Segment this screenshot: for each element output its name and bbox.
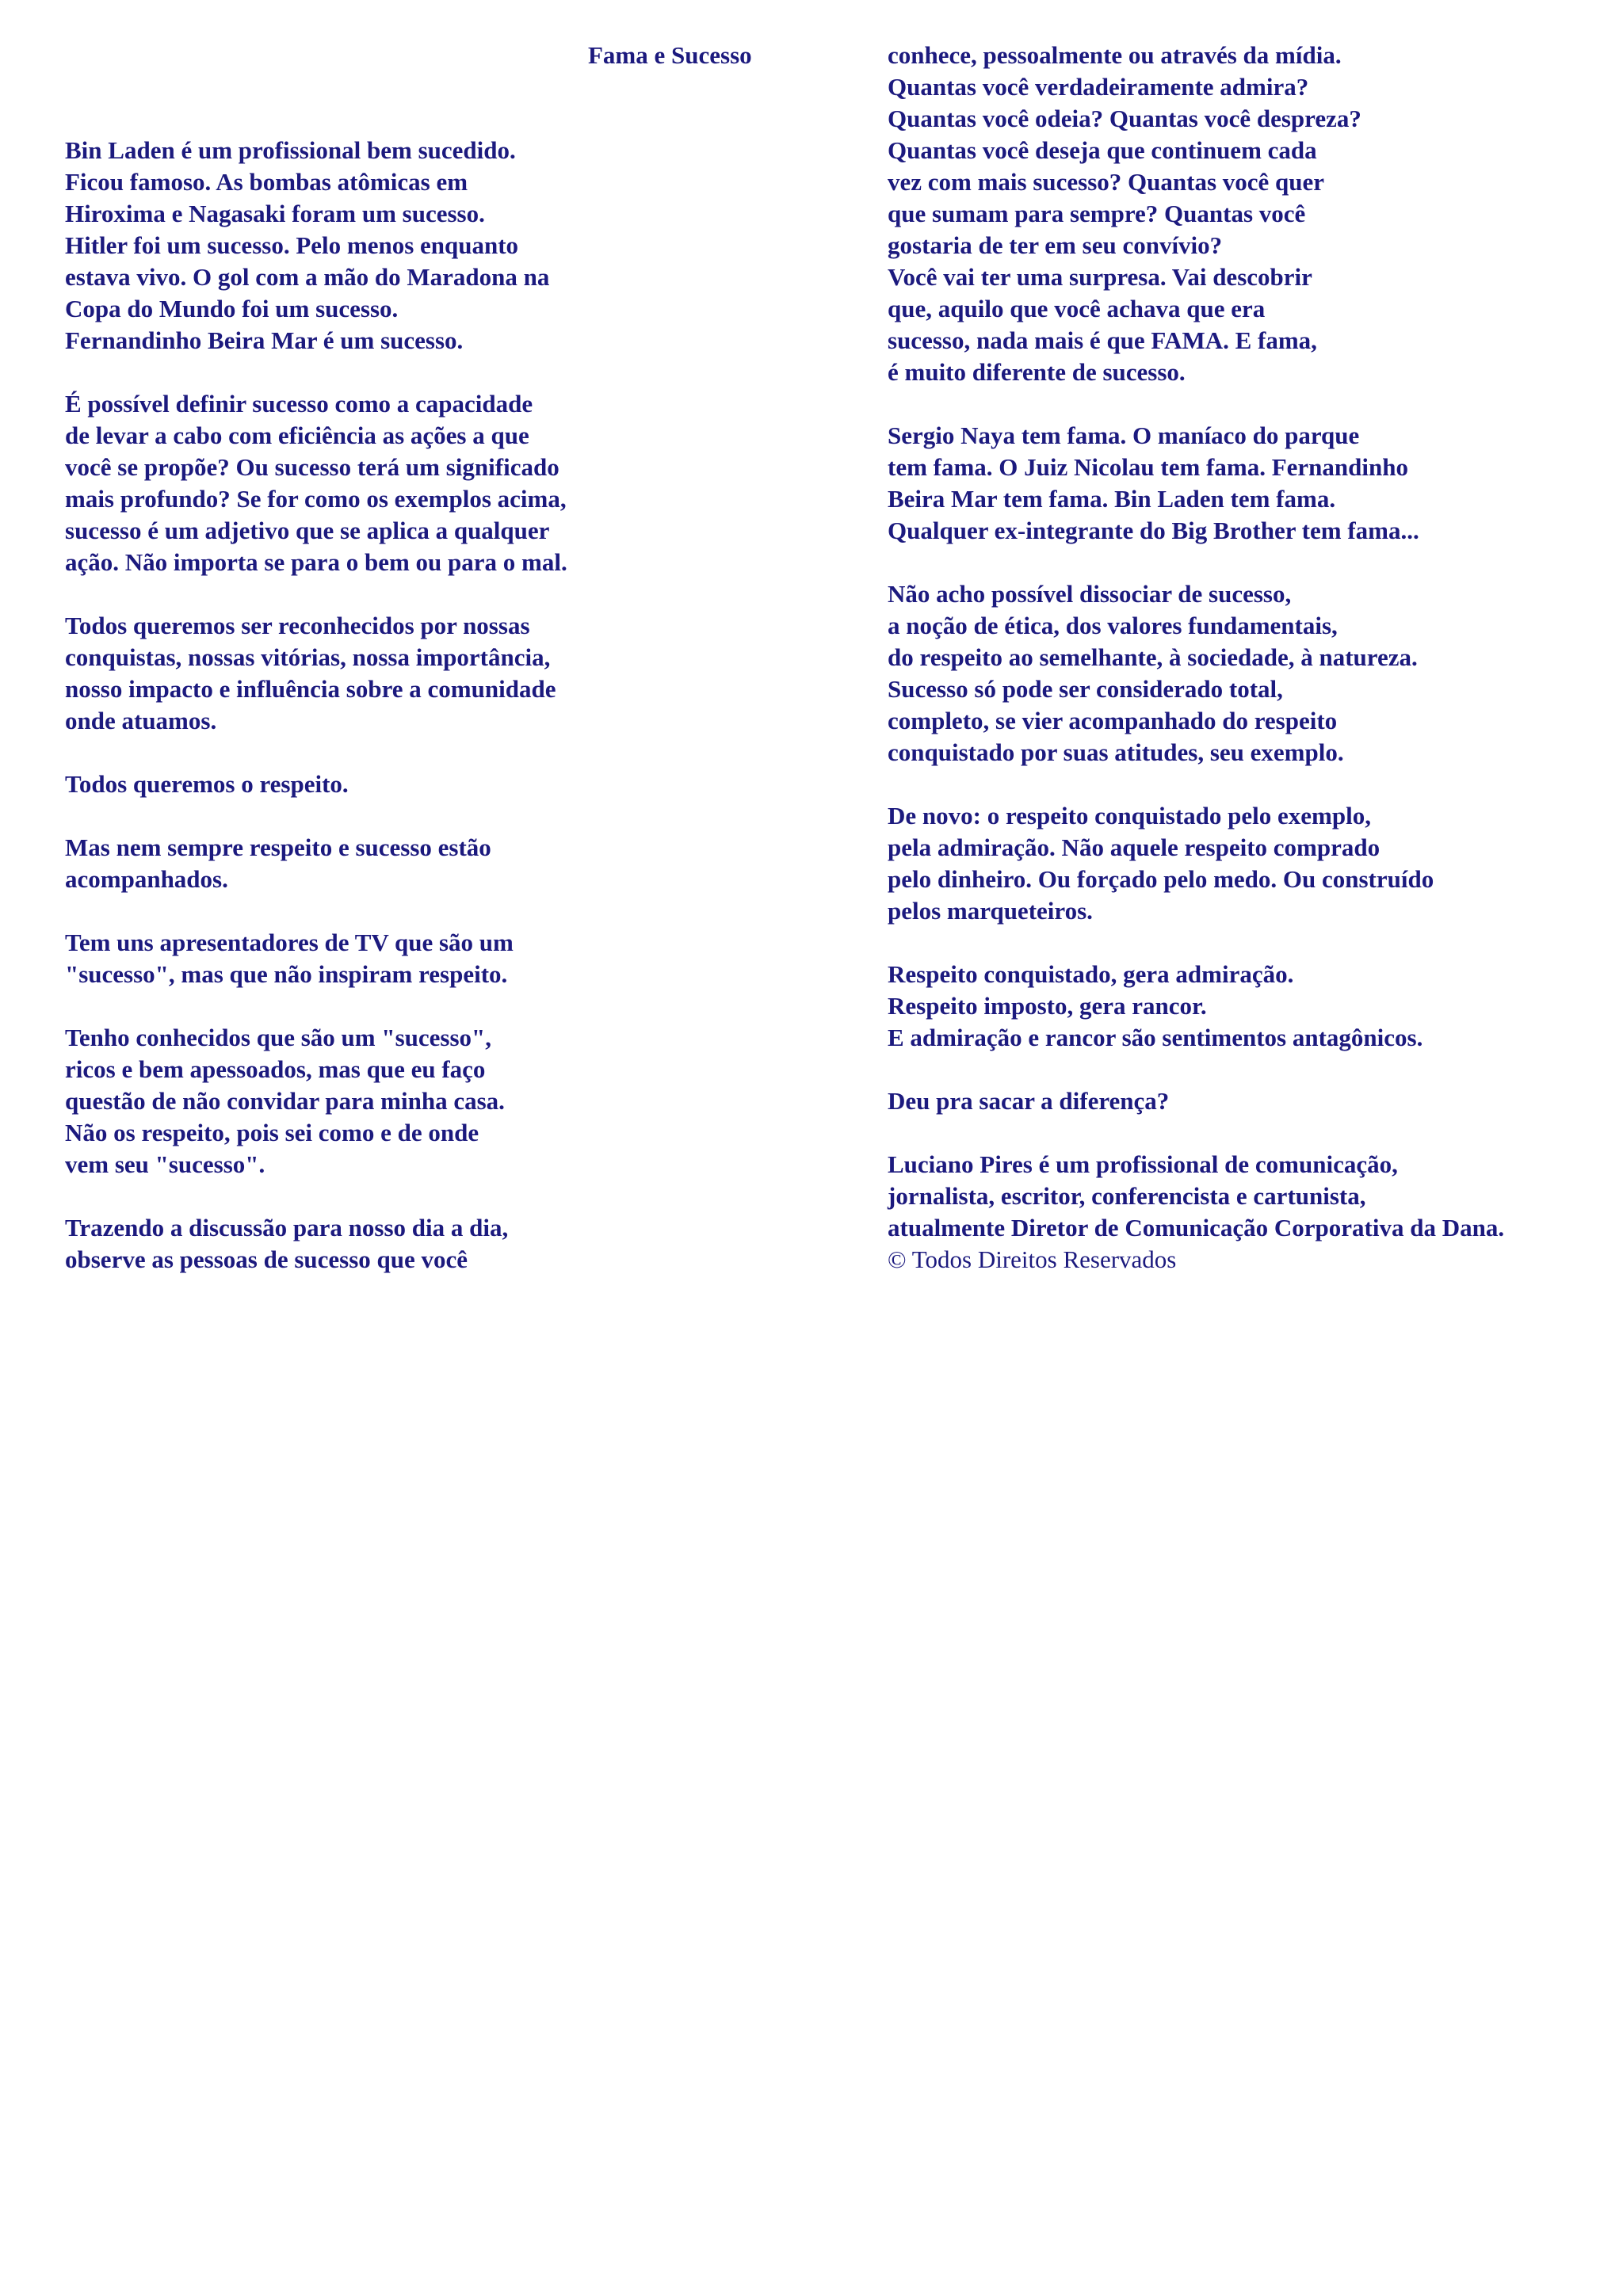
text-line: Respeito imposto, gera rancor. — [888, 992, 1207, 1020]
text-line: Trazendo a discussão para nosso dia a dia, — [65, 1214, 509, 1241]
text-line: pelos marqueteiros. — [888, 897, 1093, 925]
paragraph — [888, 1149, 1617, 1244]
text-line: Você vai ter uma surpresa. Vai descobrir — [888, 263, 1312, 291]
text-line: estava vivo. O gol com a mão do Maradona na — [65, 263, 550, 291]
text-line: Quantas você odeia? Quantas você despreza? — [888, 105, 1361, 132]
text-line: conhece, pessoalmente ou através da mídia. — [888, 41, 1342, 69]
paragraph — [888, 1085, 1617, 1117]
text-line: Todos queremos ser reconhecidos por nossas — [65, 612, 530, 639]
text-line: sucesso é um adjetivo que se aplica a qualquer — [65, 517, 550, 544]
paragraph — [888, 959, 1617, 1054]
text-line: de levar a cabo com eficiência as ações a que — [65, 421, 529, 449]
text-line: Quantas você deseja que continuem cada — [888, 136, 1317, 164]
text-line: Não os respeito, pois sei como e de onde — [65, 1119, 479, 1146]
text-line: Tem uns apresentadores de TV que são um — [65, 929, 514, 956]
text-line: nosso impacto e influência sobre a comunidade — [65, 675, 556, 703]
paragraph — [888, 40, 1617, 388]
text-line: Beira Mar tem fama. Bin Laden tem fama. — [888, 485, 1336, 513]
text-line: que sumam para sempre? Quantas você — [888, 200, 1306, 227]
text-line: tem fama. O Juiz Nicolau tem fama. Fernandinho — [888, 453, 1408, 481]
text-line: Hiroxima e Nagasaki foram um sucesso. — [65, 200, 485, 227]
text-line: Qualquer ex-integrante do Big Brother tem fama... — [888, 517, 1419, 544]
text-line: observe as pessoas de sucesso que você — [65, 1245, 468, 1273]
text-line: Respeito conquistado, gera admiração. — [888, 960, 1294, 988]
text-line: Sucesso só pode ser considerado total, — [888, 675, 1283, 703]
text-line: Deu pra sacar a diferença? — [888, 1087, 1170, 1115]
text-line: acompanhados. — [65, 865, 228, 893]
text-line: De novo: o respeito conquistado pelo exemplo, — [888, 802, 1371, 830]
text-line: Bin Laden é um profissional bem sucedido. — [65, 136, 516, 164]
paragraph — [65, 769, 778, 800]
paragraph — [65, 388, 778, 578]
text-line: conquistado por suas atitudes, seu exemplo. — [888, 738, 1344, 766]
text-line: onde atuamos. — [65, 707, 217, 734]
text-line: É possível definir sucesso como a capacidade — [65, 390, 533, 418]
text-line: gostaria de ter em seu convívio? — [888, 231, 1223, 259]
paragraph — [65, 610, 778, 737]
text-line: Hitler foi um sucesso. Pelo menos enquanto — [65, 231, 519, 259]
copyright-text: © Todos Direitos Reservados — [888, 1245, 1177, 1273]
text-line: do respeito ao semelhante, à sociedade, à natureza. — [888, 643, 1418, 671]
text-line: Não acho possível dissociar de sucesso, — [888, 580, 1292, 608]
text-line: conquistas, nossas vitórias, nossa importância, — [65, 643, 551, 671]
paragraph — [65, 135, 778, 357]
text-line: Ficou famoso. As bombas atômicas em — [65, 168, 468, 196]
text-line: Fernandinho Beira Mar é um sucesso. — [65, 326, 464, 354]
text-line: E admiração e rancor são sentimentos antagônicos. — [888, 1024, 1423, 1051]
text-line: ricos e bem apessoados, mas que eu faço — [65, 1055, 486, 1083]
text-line: Copa do Mundo foi um sucesso. — [65, 295, 399, 322]
text-line: vem seu "sucesso". — [65, 1150, 265, 1178]
copyright-notice — [888, 1244, 1617, 1276]
paragraph — [888, 800, 1617, 927]
text-line: você se propõe? Ou sucesso terá um significado — [65, 453, 559, 481]
text-line: ação. Não importa se para o bem ou para o mal. — [65, 548, 567, 576]
text-line: Mas nem sempre respeito e sucesso estão — [65, 833, 491, 861]
paragraph — [65, 832, 778, 895]
document-title: Fama e Sucesso — [588, 41, 752, 69]
paragraph — [65, 927, 778, 990]
text-line: Quantas você verdadeiramente admira? — [888, 73, 1309, 101]
paragraph — [65, 1022, 778, 1180]
text-line: Luciano Pires é um profissional de comunicação, — [888, 1150, 1398, 1178]
text-line: questão de não convidar para minha casa. — [65, 1087, 505, 1115]
text-line: "sucesso", mas que não inspiram respeito. — [65, 960, 508, 988]
paragraph — [65, 1212, 778, 1276]
right-column — [888, 40, 1617, 1276]
text-line: Todos queremos o respeito. — [65, 770, 349, 798]
text-line: mais profundo? Se for como os exemplos acima, — [65, 485, 567, 513]
text-line: vez com mais sucesso? Quantas você quer — [888, 168, 1325, 196]
left-column — [65, 135, 778, 1276]
paragraph — [888, 578, 1617, 769]
text-line: completo, se vier acompanhado do respeito — [888, 707, 1338, 734]
text-line: Sergio Naya tem fama. O maníaco do parque — [888, 421, 1360, 449]
text-line: jornalista, escritor, conferencista e cartunista, — [888, 1182, 1366, 1210]
text-line: que, aquilo que você achava que era — [888, 295, 1266, 322]
text-line: atualmente Diretor de Comunicação Corporativa da Dana. — [888, 1214, 1505, 1241]
text-line: a noção de ética, dos valores fundamentais, — [888, 612, 1338, 639]
text-line: sucesso, nada mais é que FAMA. E fama, — [888, 326, 1317, 354]
paragraph — [888, 420, 1617, 547]
text-line: pelo dinheiro. Ou forçado pelo medo. Ou construído — [888, 865, 1434, 893]
text-line: pela admiração. Não aquele respeito comprado — [888, 833, 1381, 861]
text-line: é muito diferente de sucesso. — [888, 358, 1186, 386]
text-line: Tenho conhecidos que são um "sucesso", — [65, 1024, 491, 1051]
